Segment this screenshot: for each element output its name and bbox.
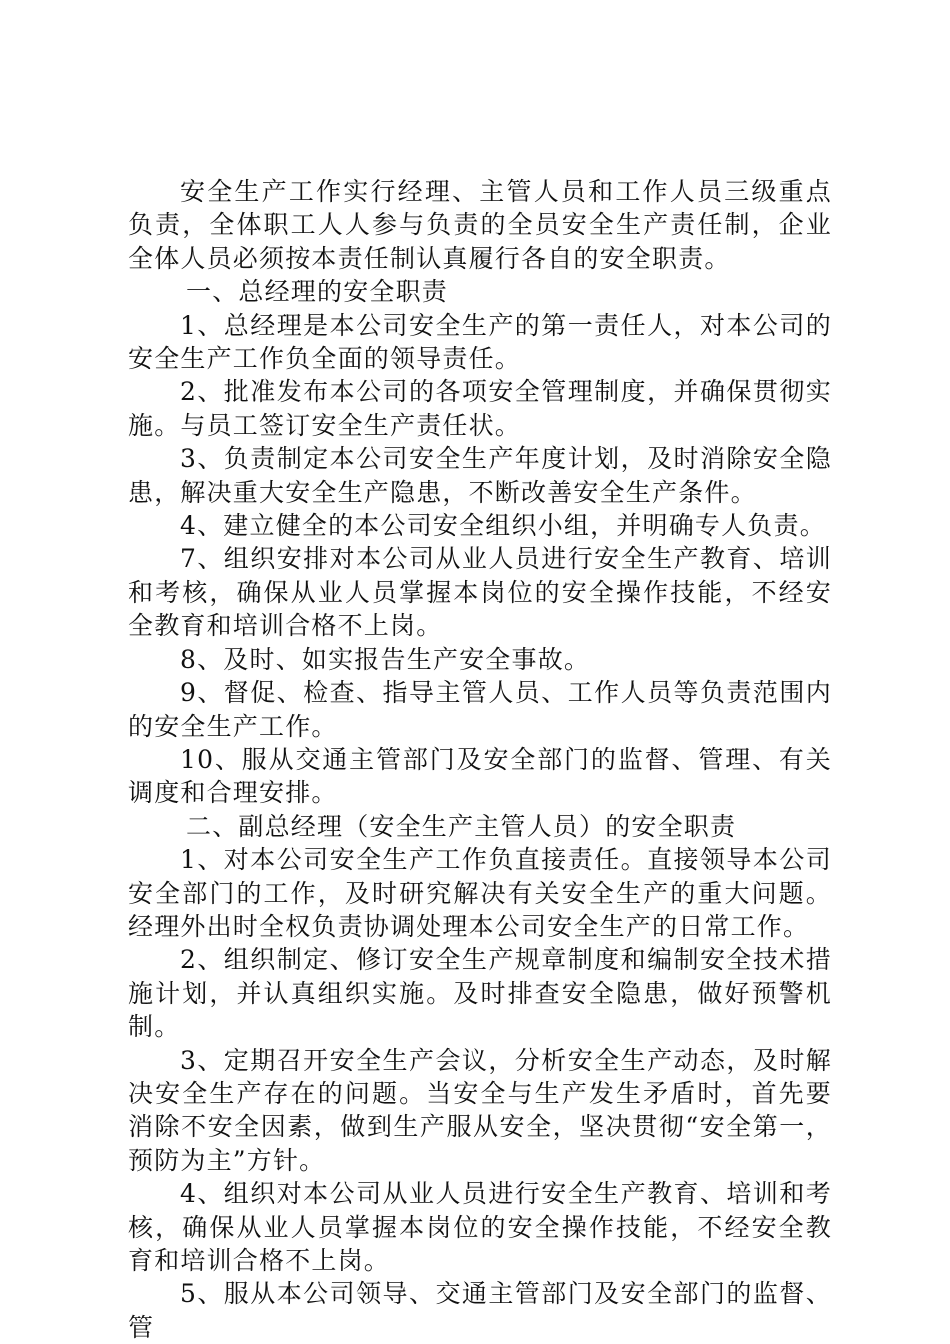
section-heading-deputy-gm: 二、副总经理（安全生产主管人员）的安全职责 xyxy=(186,811,737,841)
section-heading-gm: 一、总经理的安全职责 xyxy=(186,277,449,307)
deputy-duty-3: 3、定期召开安全生产会议，分析安全生产动态，及时解决安全生产存在的问题。当安全与生产发生矛盾时，首先要消除不安全因素，做到生产服从安全，坚决贯彻“安全第一，预防为主”方针。 xyxy=(128,1045,832,1175)
deputy-duty-1: 1、对本公司安全生产工作负直接责任。直接领导本公司安全部门的工作，及时研究解决有关安全生产的重大问题。经理外出时全权负责协调处理本公司安全生产的日常工作。 xyxy=(128,845,832,941)
document-page xyxy=(128,175,832,1344)
gm-duty-3: 3、负责制定本公司安全生产年度计划，及时消除安全隐患，解决重大安全生产隐患，不断改善安全生产条件。 xyxy=(128,444,832,507)
gm-duty-9: 9、督促、检查、指导主管人员、工作人员等负责范围内的安全生产工作。 xyxy=(128,678,832,741)
deputy-duty-5: 5、服从本公司领导、交通主管部门及安全部门的监督、管 xyxy=(128,1279,832,1342)
gm-duty-8: 8、及时、如实报告生产安全事故。 xyxy=(180,644,591,674)
intro-paragraph: 安全生产工作实行经理、主管人员和工作人员三级重点负责，全体职工人人参与负责的全员安全生产责任制，企业全体人员必须按本责任制认真履行各自的安全职责。 xyxy=(128,177,832,273)
gm-duty-4: 4、建立健全的本公司安全组织小组，并明确专人负责。 xyxy=(180,511,826,541)
deputy-duty-2: 2、组织制定、修订安全生产规章制度和编制安全技术措施计划，并认真组织实施。及时排查安全隐患，做好预警机制。 xyxy=(128,945,832,1042)
gm-duty-2: 2、批准发布本公司的各项安全管理制度，并确保贯彻实施。与员工签订安全生产责任状。 xyxy=(128,377,832,440)
gm-duty-1: 1、总经理是本公司安全生产的第一责任人，对本公司的安全生产工作负全面的领导责任。 xyxy=(128,310,832,374)
gm-duty-7: 7、组织安排对本公司从业人员进行安全生产教育、培训和考核，确保从业人员掌握本岗位的安全操作技能，不经安全教育和培训合格不上岗。 xyxy=(128,544,832,641)
gm-duty-10: 10、服从交通主管部门及安全部门的监督、管理、有关调度和合理安排。 xyxy=(128,744,832,808)
deputy-duty-4: 4、组织对本公司从业人员进行安全生产教育、培训和考核，确保从业人员掌握本岗位的安全操作技能，不经安全教育和培训合格不上岗。 xyxy=(128,1179,832,1275)
